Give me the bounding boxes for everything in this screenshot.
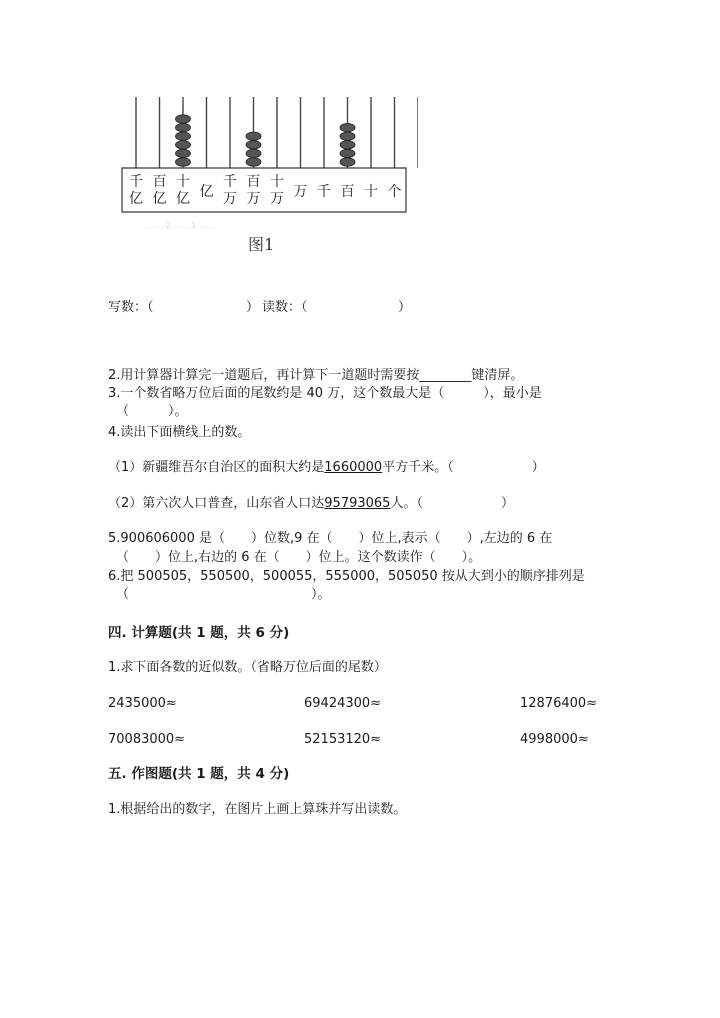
abacus-bead (176, 132, 191, 140)
abacus-bead (246, 158, 261, 166)
q4-1-after: 平方千米。（ ） (382, 460, 545, 475)
place-value-label: 百亿 (152, 174, 167, 207)
q2-text-before: 2.用计算器计算完一道题后，再计算下一道题时需要按 (108, 368, 420, 383)
question-3-line-1: 3.一个数省略万位后面的尾数约是 40 万，这个数最大是（ ），最小是 (108, 386, 542, 401)
abacus-bead (176, 123, 191, 131)
abacus-bead (340, 141, 355, 149)
place-value-label: 十亿 (176, 174, 190, 207)
abacus-bead (340, 158, 355, 166)
abacus-bead (246, 141, 261, 149)
place-value-label: 千亿 (129, 174, 143, 207)
abacus-figure (118, 92, 418, 267)
write-number-label: 写数：（ (108, 300, 154, 315)
q4-1-number: 1660000 (324, 460, 383, 475)
place-value-label: 万 (293, 184, 308, 200)
q4-1-before: （1）新疆维吾尔自治区的面积大约是 (108, 460, 325, 475)
figure-caption: 图1 (248, 235, 275, 254)
question-4-title: 4.读出下面横线上的数。 (108, 425, 251, 440)
question-5-line-2: （ ）位上,右边的 6 在（ ）位上。这个数读作（ ）。 (116, 550, 482, 565)
read-number-close: ） (398, 300, 412, 315)
q2-blank: ________ (419, 368, 472, 383)
section-4-title: 四. 计算题(共 1 题，共 6 分) (108, 625, 290, 641)
q4-2-number: 95793065 (324, 496, 391, 511)
abacus-bead (176, 115, 191, 123)
q2-text-after: 键清屏。 (471, 368, 524, 383)
abacus-bead (340, 132, 355, 140)
approx-item-3: 12876400≈ (520, 696, 598, 711)
abacus-bead (340, 149, 355, 157)
abacus-bead (176, 149, 191, 157)
approx-item-5: 52153120≈ (304, 732, 382, 747)
abacus-bead (176, 141, 191, 149)
question-6-line-2: （ ）。 (116, 587, 331, 602)
faint-scan-text: ...... 2 ...... 1 ...... (148, 221, 215, 230)
place-value-label: 亿 (199, 184, 214, 200)
read-number-label: 读数：（ (262, 300, 308, 315)
question-4-2 (108, 496, 514, 512)
place-value-label: 十 (364, 184, 378, 200)
place-value-labels (129, 174, 402, 207)
approx-item-4: 70083000≈ (108, 732, 186, 747)
place-value-label: 十万 (270, 174, 284, 207)
q4-2-after: 人。（ ） (390, 496, 514, 511)
approx-item-2: 69424300≈ (304, 696, 382, 711)
approx-item-6: 4998000≈ (520, 732, 589, 747)
section-4-instruction: 1.求下面各数的近似数。（省略万位后面的尾数） (108, 660, 387, 675)
abacus-bead (176, 158, 191, 166)
place-value-label: 千万 (223, 174, 237, 207)
place-value-label: 个 (387, 184, 402, 200)
write-number-close: ） (246, 300, 260, 315)
abacus-beads (176, 115, 356, 166)
question-6-line-1: 6.把 500505，550500，500055，555000，505050 按从大到小的顺序排列是 (108, 569, 585, 584)
q4-2-before: （2）第六次人口普查，山东省人口达 (108, 496, 325, 511)
section-5-instruction: 1.根据给出的数字，在图片上画上算珠并写出读数。 (108, 802, 407, 817)
approx-item-1: 2435000≈ (108, 696, 177, 711)
place-value-label: 千 (317, 184, 331, 200)
abacus-bead (340, 123, 355, 131)
abacus-bead (246, 132, 261, 140)
place-value-label: 百 (340, 184, 355, 200)
question-5-line-1: 5.900606000 是（ ）位数,9 在（ ）位上,表示（ ）,左边的 6 在 (108, 531, 553, 546)
place-value-label: 百万 (246, 174, 261, 207)
question-4-1 (108, 460, 545, 476)
section-5-title: 五. 作图题(共 1 题，共 4 分) (108, 766, 290, 782)
abacus-bead (246, 149, 261, 157)
question-2 (108, 368, 523, 384)
question-3-line-2: （ ）。 (116, 404, 188, 419)
